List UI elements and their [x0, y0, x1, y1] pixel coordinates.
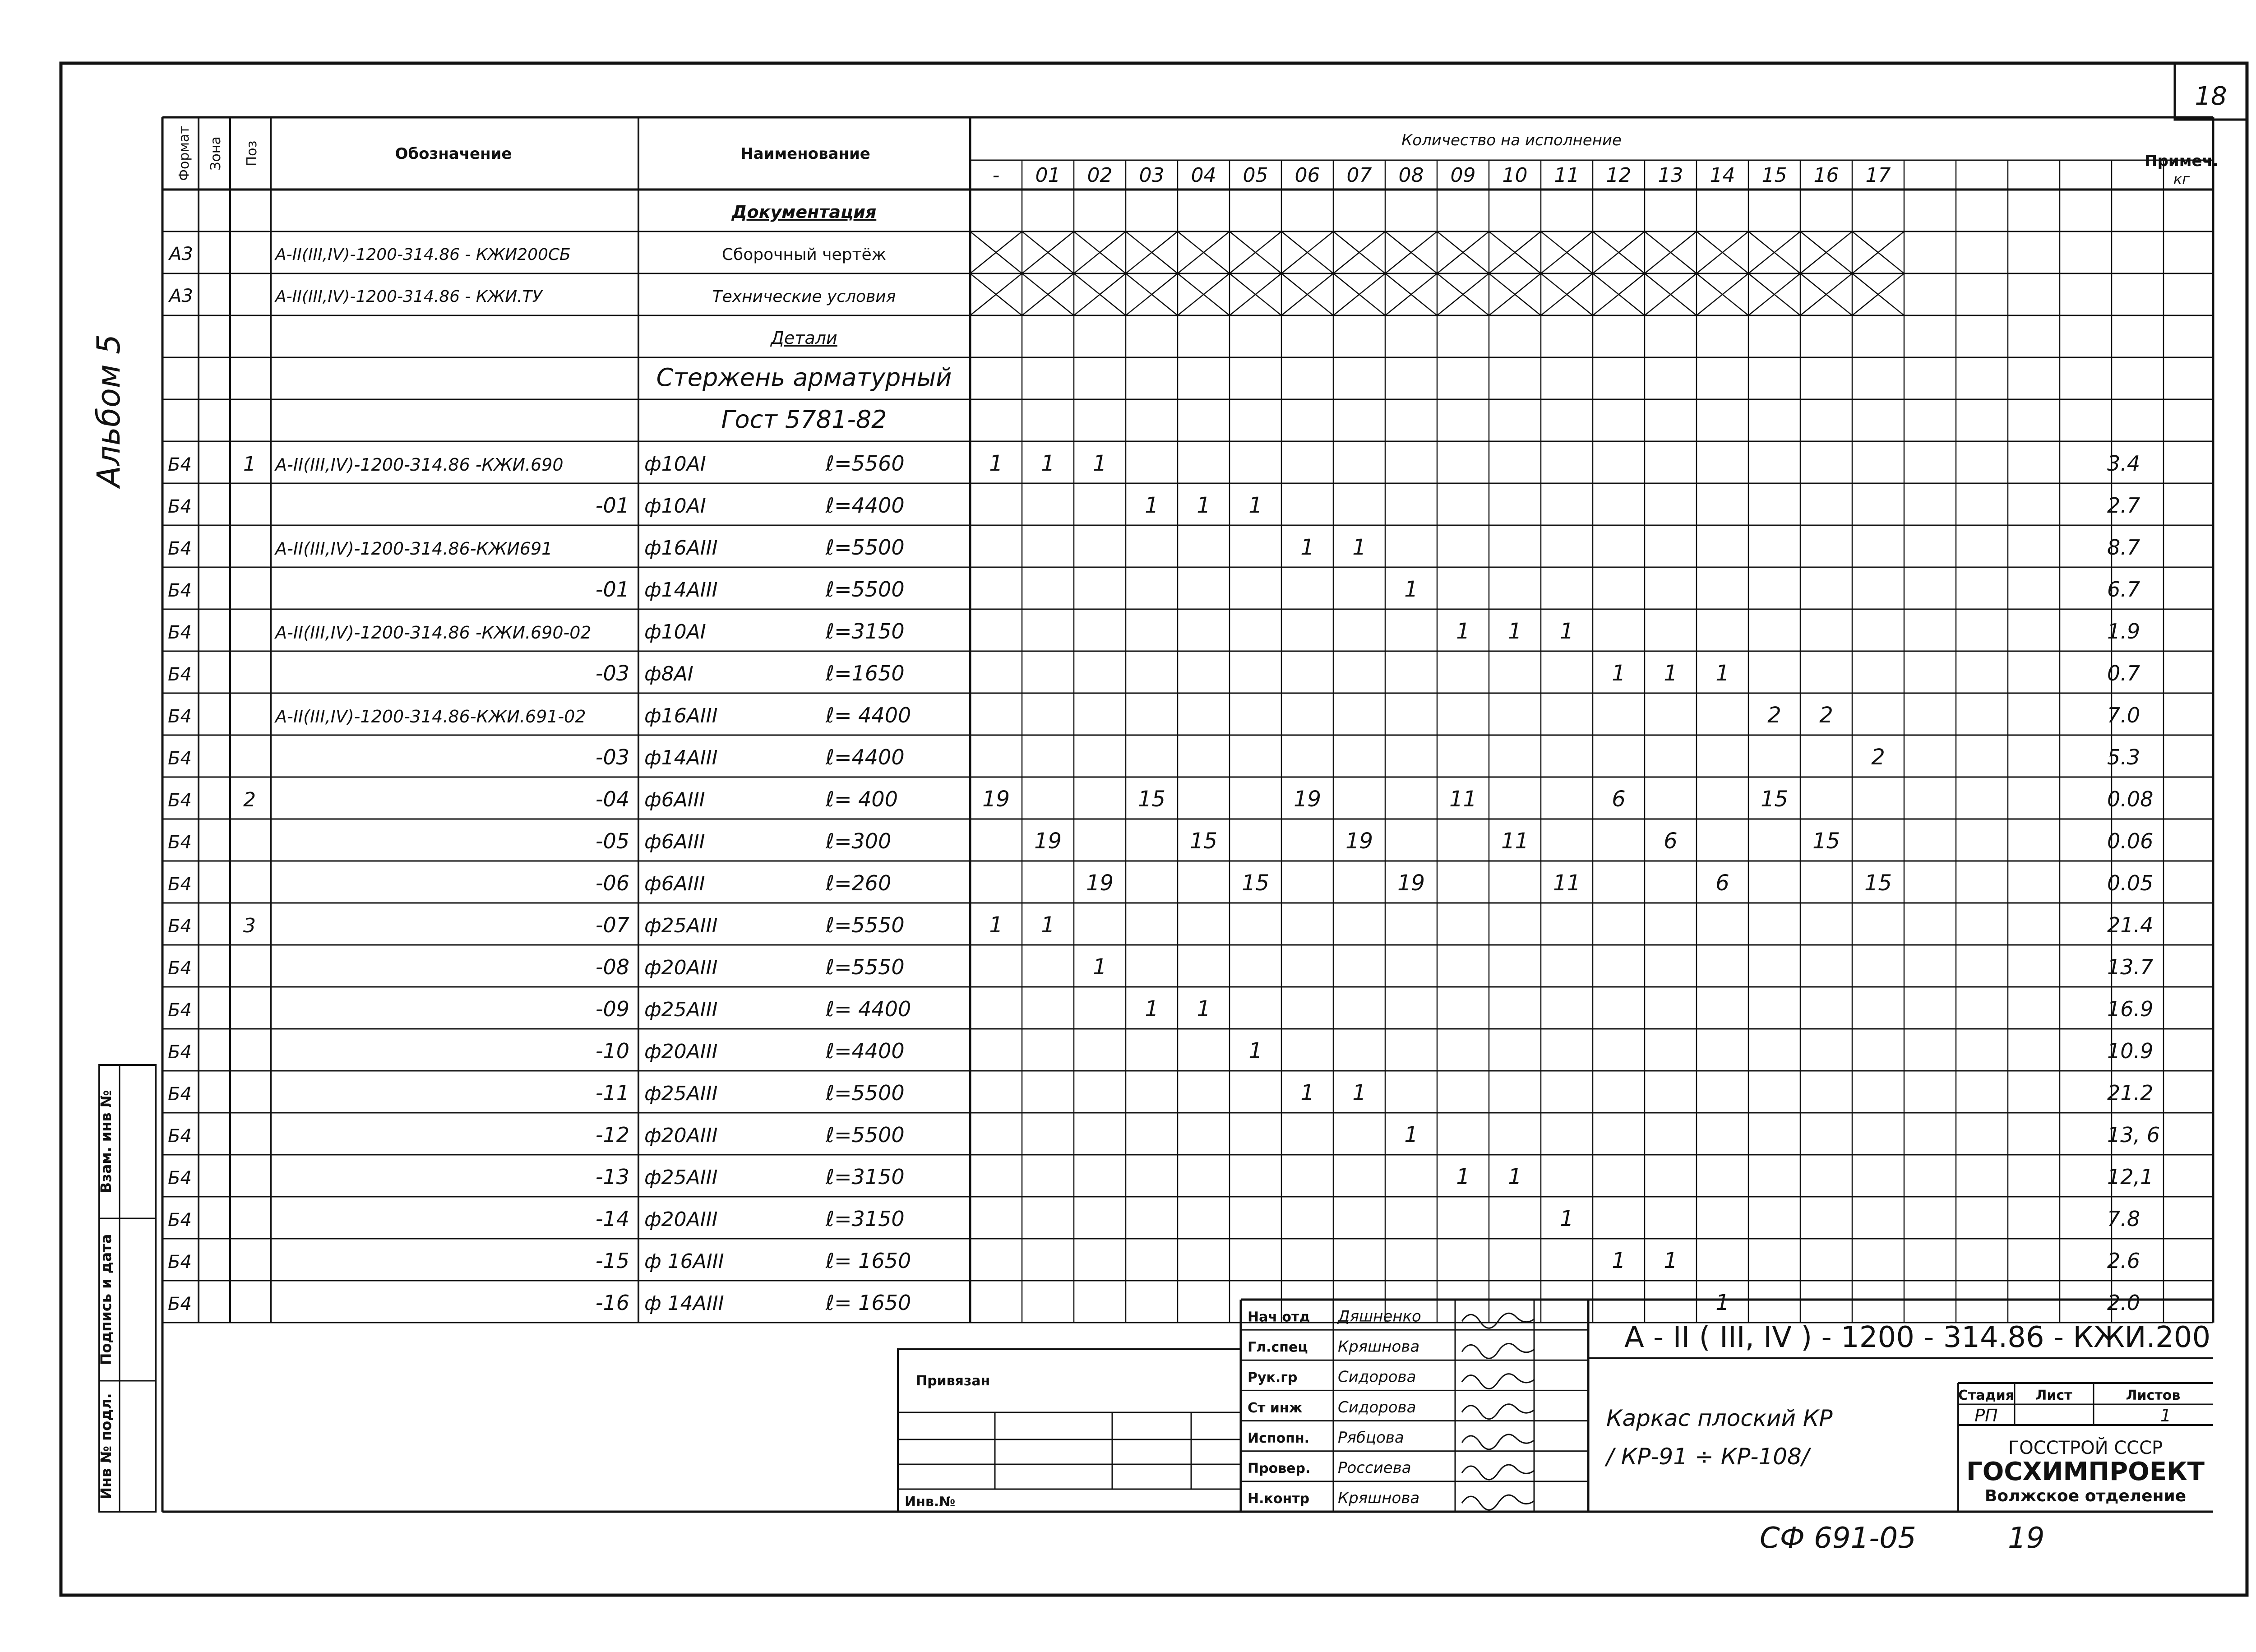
format-cell: Б4: [168, 622, 192, 643]
designation-cell: -01: [595, 493, 629, 518]
signature-mark: [1462, 1374, 1534, 1389]
mass-cell: 16.9: [2107, 997, 2154, 1022]
format-cell: Б4: [168, 580, 192, 602]
length-cell: ℓ=5500: [826, 1081, 905, 1106]
quantity-cell: 1: [1197, 493, 1211, 518]
quantity-cell: 1: [1508, 1164, 1522, 1190]
name-cell: Детали: [771, 328, 837, 348]
signature-mark: [1462, 1495, 1534, 1510]
header-designation: Обозначение: [395, 145, 512, 163]
length-cell: ℓ=5500: [826, 1123, 905, 1148]
variant-header: 02: [1087, 164, 1113, 187]
name-cell: ф 14АIII: [644, 1292, 724, 1315]
quantity-cell: 1: [1300, 535, 1314, 560]
name-cell: ф20АIII: [644, 1208, 718, 1231]
album-label: Альбом 5: [90, 334, 127, 487]
quantity-cell: 1: [989, 912, 1003, 938]
signature-mark: [1462, 1313, 1534, 1328]
designation-cell: -16: [595, 1291, 629, 1315]
variant-header: -: [992, 164, 1000, 187]
quantity-cell: 1: [1352, 535, 1366, 560]
stamp-role: Ст инж: [1248, 1400, 1303, 1416]
format-cell: Б4: [168, 832, 192, 853]
mass-cell: 0.08: [2107, 787, 2154, 812]
quantity-cell: 1: [1456, 1164, 1470, 1190]
quantity-cell: 1: [1404, 577, 1418, 602]
quantity-cell: 1: [1248, 1038, 1262, 1064]
header-quantity: Количество на исполнение: [1401, 131, 1622, 149]
name-cell: Гост 5781-82: [721, 405, 887, 434]
header-pos: Поз: [244, 140, 260, 167]
quantity-cell: 2: [1871, 745, 1885, 770]
length-cell: ℓ=260: [826, 871, 892, 896]
designation-cell: -09: [595, 997, 629, 1022]
name-cell: ф16АIII: [644, 704, 718, 728]
mass-cell: 2.6: [2107, 1249, 2140, 1273]
name-cell: ф25АIII: [644, 1166, 718, 1189]
name-cell: ф10АI: [644, 453, 706, 476]
name-cell: ф14АIII: [644, 578, 718, 602]
mass-cell: 12,1: [2107, 1165, 2154, 1189]
quantity-cell: 6: [1612, 787, 1626, 812]
length-cell: ℓ=4400: [826, 493, 905, 518]
variant-header: 12: [1606, 164, 1632, 187]
format-cell: Б4: [168, 790, 192, 811]
quantity-cell: 15: [1241, 870, 1270, 896]
quantity-cell: 15: [1760, 787, 1789, 812]
format-cell: Б4: [168, 958, 192, 979]
length-cell: ℓ=5500: [826, 577, 905, 602]
stamp-name: Кряшнова: [1338, 1337, 1420, 1356]
signature-mark: [1462, 1404, 1534, 1419]
designation-cell: -15: [595, 1249, 629, 1273]
variant-header: 16: [1813, 164, 1839, 187]
quantity-cell: 1: [1612, 1248, 1626, 1274]
format-cell: Б4: [168, 916, 192, 937]
designation-cell: А-II(III,IV)-1200-314.86-КЖИ691: [275, 539, 553, 559]
header-note-unit: кг: [2173, 171, 2190, 188]
side-ref: Взам. инв №: [97, 1090, 115, 1194]
name-cell: ф25АIII: [644, 914, 718, 938]
designation-cell: -11: [595, 1081, 629, 1106]
stamp-role: Н.контр: [1248, 1491, 1310, 1507]
mass-cell: 7.0: [2107, 703, 2140, 728]
quantity-cell: 1: [1508, 619, 1522, 644]
mass-cell: 0.05: [2107, 871, 2154, 896]
length-cell: ℓ=1650: [826, 661, 905, 686]
quantity-cell: 19: [1293, 787, 1322, 812]
header-name: Наименование: [740, 145, 870, 163]
stage-label: Стадия: [1958, 1388, 2015, 1403]
designation-cell: -03: [595, 661, 629, 686]
variant-header: 11: [1554, 164, 1580, 187]
format-cell: Б4: [168, 1210, 192, 1231]
stage-value: РП: [1974, 1406, 1998, 1425]
designation-cell: -03: [595, 745, 629, 770]
name-cell: Стержень арматурный: [656, 363, 952, 392]
quantity-cell: 6: [1664, 828, 1678, 854]
mass-cell: 6.7: [2107, 577, 2140, 602]
header-format: Формат: [176, 126, 192, 181]
quantity-cell: 11: [1553, 870, 1581, 896]
variant-header: 13: [1658, 164, 1683, 187]
designation-cell: -13: [595, 1165, 629, 1189]
quantity-cell: 1: [1197, 996, 1211, 1022]
drawing-code: А - II ( III, IV ) - 1200 - 314.86 - КЖИ.200: [1624, 1321, 2211, 1354]
quantity-cell: 1: [1715, 661, 1729, 686]
mass-cell: 3.4: [2107, 451, 2140, 476]
quantity-cell: 1: [1560, 619, 1574, 644]
org-line-3: Волжское отделение: [1984, 1487, 2187, 1505]
side-inv: Инв № подл.: [97, 1393, 115, 1499]
quantity-cell: 1: [1041, 912, 1055, 938]
quantity-cell: 1: [1404, 1122, 1418, 1148]
mass-cell: 2.0: [2107, 1291, 2140, 1315]
footer-code: СФ 691-05: [1760, 1522, 1916, 1555]
quantity-cell: 19: [1397, 870, 1425, 896]
sheet-label: Лист: [2035, 1388, 2072, 1403]
format-cell: Б4: [168, 538, 192, 560]
mass-cell: 21.2: [2107, 1081, 2154, 1106]
sheet-number: 18: [2195, 82, 2227, 111]
length-cell: ℓ= 1650: [826, 1291, 911, 1315]
variant-header: 17: [1865, 164, 1891, 187]
mass-cell: 0.7: [2107, 661, 2140, 686]
designation-cell: -12: [595, 1123, 629, 1148]
pos-cell: 3: [243, 914, 256, 938]
length-cell: ℓ=3150: [826, 1165, 905, 1189]
stamp-name: Сидорова: [1338, 1398, 1416, 1416]
binding-inv-label: Инв.№: [905, 1494, 956, 1510]
variant-header: 03: [1139, 164, 1165, 187]
quantity-cell: 15: [1189, 828, 1218, 854]
designation-cell: -06: [595, 871, 629, 896]
pos-cell: 2: [243, 788, 256, 812]
name-cell: ф25АIII: [644, 998, 718, 1022]
side-sign: Подпись и дата: [97, 1234, 115, 1365]
designation-cell: -01: [595, 577, 629, 602]
mass-cell: 13, 6: [2107, 1123, 2160, 1148]
quantity-cell: 11: [1449, 787, 1477, 812]
variant-header: 09: [1450, 164, 1476, 187]
length-cell: ℓ= 1650: [826, 1249, 911, 1273]
mass-cell: 2.7: [2107, 493, 2140, 518]
stamp-role: Рук.гр: [1248, 1370, 1298, 1386]
name-cell: ф6АIII: [644, 872, 705, 896]
stamp-role: Нач отд: [1248, 1309, 1310, 1325]
stamp-name: Сидорова: [1338, 1368, 1416, 1386]
mass-cell: 13.7: [2107, 955, 2154, 980]
name-cell: ф14АIII: [644, 746, 718, 770]
format-cell: Б4: [168, 1126, 192, 1147]
length-cell: ℓ=300: [826, 829, 892, 854]
mass-cell: 7.8: [2107, 1207, 2140, 1231]
signature-mark: [1462, 1343, 1534, 1358]
sheets-label: Листов: [2126, 1388, 2181, 1403]
designation-cell: А-II(III,IV)-1200-314.86 -КЖИ.690-02: [275, 623, 592, 643]
stamp-role: Испопн.: [1248, 1430, 1310, 1446]
quantity-cell: 15: [1864, 870, 1892, 896]
quantity-cell: 2: [1767, 703, 1781, 728]
format-cell: Б4: [168, 1042, 192, 1063]
quantity-cell: 1: [1300, 1080, 1314, 1106]
binding-label: Привязан: [916, 1373, 990, 1389]
name-cell: ф 16АIII: [644, 1250, 724, 1273]
quantity-cell: 15: [1812, 828, 1840, 854]
variant-header: 05: [1243, 164, 1268, 187]
name-cell: Документация: [731, 202, 877, 222]
quantity-cell: 6: [1715, 870, 1729, 896]
quantity-cell: 1: [1664, 661, 1678, 686]
length-cell: ℓ= 4400: [826, 997, 911, 1022]
name-cell: ф20АIII: [644, 1124, 718, 1148]
variant-header: 15: [1761, 164, 1787, 187]
variant-header: 14: [1710, 164, 1735, 187]
stamp-role: Провер.: [1248, 1461, 1311, 1477]
format-cell: Б4: [168, 664, 192, 685]
designation-cell: -04: [595, 787, 629, 812]
designation-cell: -07: [595, 913, 629, 938]
quantity-cell: 19: [1086, 870, 1114, 896]
signature-mark: [1462, 1465, 1534, 1480]
name-cell: ф20АIII: [644, 956, 718, 980]
variant-header: 10: [1502, 164, 1528, 187]
drawing-title-2: / КР-91 ÷ КР-108/: [1606, 1444, 1809, 1470]
name-cell: ф10АI: [644, 495, 706, 518]
format-cell: А3: [169, 244, 193, 265]
length-cell: ℓ=3150: [826, 1207, 905, 1231]
quantity-cell: 1: [989, 451, 1003, 477]
mass-cell: 5.3: [2107, 745, 2140, 770]
stamp-name: Россиева: [1338, 1459, 1411, 1477]
length-cell: ℓ=4400: [826, 745, 905, 770]
drawing-title-1: Каркас плоский КР: [1606, 1405, 1833, 1431]
length-cell: ℓ=5550: [826, 955, 905, 980]
format-cell: А3: [169, 286, 193, 307]
quantity-cell: 19: [1345, 828, 1373, 854]
format-cell: Б4: [168, 454, 192, 476]
name-cell: ф6АIII: [644, 788, 705, 812]
length-cell: ℓ=5560: [826, 451, 905, 476]
length-cell: ℓ=4400: [826, 1039, 905, 1064]
quantity-cell: 11: [1501, 828, 1529, 854]
length-cell: ℓ=3150: [826, 619, 905, 644]
format-cell: Б4: [168, 748, 192, 769]
stamp-name: Дяшненко: [1338, 1307, 1421, 1326]
name-cell: ф8АI: [644, 662, 693, 686]
length-cell: ℓ= 4400: [826, 703, 911, 728]
name-cell: ф10АI: [644, 620, 706, 644]
pos-cell: 1: [243, 453, 256, 476]
org-line-1: ГОССТРОЙ СССР: [2008, 1438, 2163, 1458]
length-cell: ℓ= 400: [826, 787, 898, 812]
length-cell: ℓ=5500: [826, 535, 905, 560]
format-cell: Б4: [168, 706, 192, 727]
quantity-cell: 1: [1612, 661, 1626, 686]
format-cell: Б4: [168, 1168, 192, 1189]
stamp-name: Рябцова: [1338, 1428, 1404, 1447]
quantity-cell: 15: [1137, 787, 1166, 812]
mass-cell: 0.06: [2107, 829, 2154, 854]
sheets-value: 1: [2160, 1406, 2172, 1425]
length-cell: ℓ=5550: [826, 913, 905, 938]
variant-header: 04: [1191, 164, 1216, 187]
quantity-cell: 1: [1145, 996, 1159, 1022]
designation-cell: А-II(III,IV)-1200-314.86 - КЖИ.ТУ: [275, 287, 542, 306]
header-note: Примеч.: [2145, 152, 2219, 170]
variant-header: 01: [1035, 164, 1061, 187]
format-cell: Б4: [168, 1252, 192, 1273]
stamp-role: Гл.спец: [1248, 1339, 1308, 1356]
mass-cell: 10.9: [2107, 1039, 2154, 1064]
header-zone: Зона: [208, 136, 224, 171]
name-cell: Сборочный чертёж: [721, 245, 887, 264]
quantity-cell: 19: [1034, 828, 1062, 854]
signature-mark: [1462, 1435, 1534, 1449]
mass-cell: 21.4: [2107, 913, 2154, 938]
format-cell: Б4: [168, 874, 192, 895]
quantity-cell: 19: [982, 787, 1010, 812]
designation-cell: -08: [595, 955, 629, 980]
quantity-cell: 1: [1248, 493, 1262, 518]
name-cell: ф16АIII: [644, 537, 718, 560]
designation-cell: А-II(III,IV)-1200-314.86 - КЖИ200СБ: [275, 245, 571, 264]
name-cell: Технические условия: [712, 287, 896, 306]
quantity-cell: 1: [1664, 1248, 1678, 1274]
variant-header: 06: [1294, 164, 1320, 187]
quantity-cell: 1: [1560, 1206, 1574, 1232]
name-cell: ф20АIII: [644, 1040, 718, 1064]
quantity-cell: 1: [1041, 451, 1055, 477]
mass-cell: 8.7: [2107, 535, 2140, 560]
designation-cell: -14: [595, 1207, 629, 1231]
quantity-cell: 1: [1456, 619, 1470, 644]
quantity-cell: 1: [1715, 1290, 1729, 1316]
quantity-cell: 1: [1093, 954, 1107, 980]
quantity-cell: 2: [1819, 703, 1833, 728]
org-line-2: ГОСХИМПРОЕКТ: [1966, 1457, 2205, 1486]
format-cell: Б4: [168, 1000, 192, 1021]
variant-header: 07: [1346, 164, 1372, 187]
name-cell: ф6АIII: [644, 830, 705, 854]
designation-cell: А-II(III,IV)-1200-314.86-КЖИ.691-02: [275, 707, 586, 727]
format-cell: Б4: [168, 496, 192, 518]
quantity-cell: 1: [1093, 451, 1107, 477]
footer-page: 19: [2008, 1522, 2045, 1555]
quantity-cell: 1: [1145, 493, 1159, 518]
stamp-name: Кряшнова: [1338, 1489, 1420, 1508]
designation-cell: А-II(III,IV)-1200-314.86 -КЖИ.690: [275, 455, 564, 475]
mass-cell: 1.9: [2107, 619, 2140, 644]
quantity-cell: 1: [1352, 1080, 1366, 1106]
designation-cell: -10: [595, 1039, 629, 1064]
designation-cell: -05: [595, 829, 629, 854]
variant-header: 08: [1398, 164, 1424, 187]
format-cell: Б4: [168, 1294, 192, 1315]
format-cell: Б4: [168, 1084, 192, 1105]
name-cell: ф25АIII: [644, 1082, 718, 1106]
